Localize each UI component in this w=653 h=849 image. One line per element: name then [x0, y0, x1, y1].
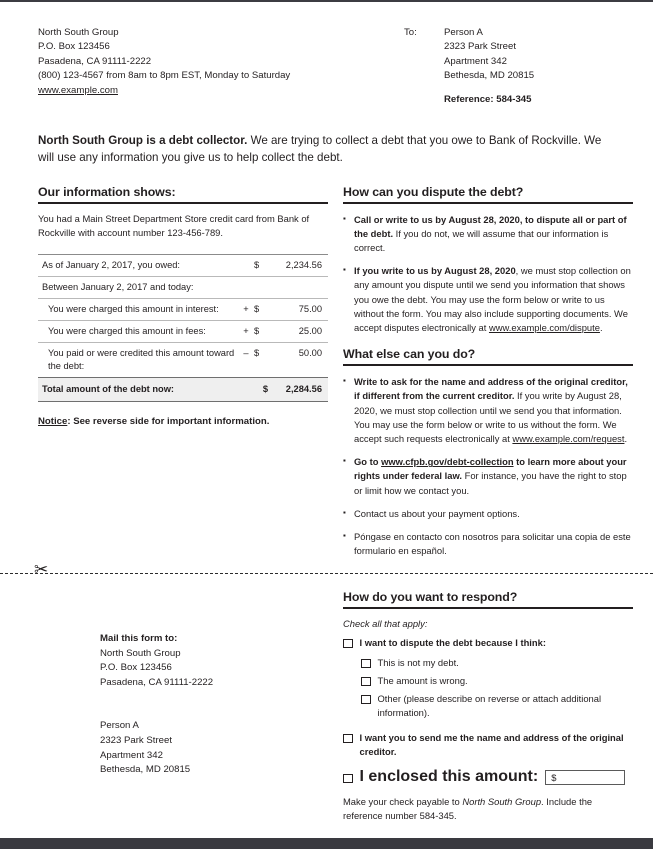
- row-description: You were charged this amount in interest:: [38, 298, 238, 320]
- dispute-heading: How can you dispute the debt?: [343, 185, 633, 204]
- checkbox-label: I enclosed this amount:: [359, 768, 539, 785]
- dashed-line: [0, 573, 653, 574]
- row-sign: [238, 254, 254, 276]
- checkbox-other[interactable]: [361, 695, 371, 705]
- recipient-city-state-zip: Bethesda, MD 20815: [444, 70, 535, 82]
- enclosed-amount-row[interactable]: [343, 768, 633, 786]
- reverse-side-notice: [38, 416, 328, 427]
- whatelse-bullet-list: [343, 375, 633, 558]
- enclosed-amount-input[interactable]: [545, 770, 625, 785]
- information-column: [38, 185, 328, 568]
- recipient-address: [444, 26, 534, 84]
- notice-text: : See reverse side for important information.: [67, 415, 270, 427]
- sender-phone-hours: (800) 123-4567 from 8am to 8pm EST, Monday to Saturday: [38, 70, 291, 82]
- mail-this-form-title: Mail this form to:: [100, 633, 178, 644]
- table-row: [38, 276, 328, 298]
- notice-label: Notice: [38, 415, 68, 427]
- row-currency: $: [254, 320, 270, 342]
- checkbox-not-my-debt[interactable]: [361, 659, 371, 669]
- reference-number: Reference: 584-345: [444, 93, 532, 105]
- to-label: To:: [404, 27, 417, 38]
- letter-header: [38, 26, 617, 105]
- payable-company: North South Group: [462, 796, 542, 807]
- bullet-text: For instance, you have the right to stop or limit how we contact you.: [354, 470, 627, 496]
- row-description: You were charged this amount in fees:: [38, 320, 238, 342]
- table-row: [38, 254, 328, 276]
- list-item: [343, 264, 633, 335]
- dispute-suboptions: [361, 656, 633, 720]
- letter-sheet: [0, 2, 653, 567]
- sender-block: [38, 26, 398, 98]
- list-item: [343, 455, 633, 498]
- bullet-tail: .: [599, 322, 603, 334]
- list-item: [343, 213, 633, 256]
- form-address-column: [38, 590, 328, 849]
- bullet-text: If you write by August 28, 2020, we must stop collection until we send you that information. You may use the form below or write to us without the form. We accept such requests electronically at: [354, 390, 622, 445]
- intro-bold-lead: North South Group is a debt collector.: [38, 133, 248, 147]
- recipient-unit: Apartment 342: [444, 55, 507, 67]
- table-row: [38, 342, 328, 377]
- payable-post: . Include the reference number 584-345.: [343, 796, 593, 821]
- mail-to-line: North South Group: [100, 647, 181, 659]
- checkbox-row-original-creditor[interactable]: [343, 731, 633, 759]
- cfpb-url-link[interactable]: www.cfpb.gov/debt-collection: [381, 456, 514, 468]
- dispute-bullet-list: [343, 213, 633, 336]
- sender-city-state-zip: Pasadena, CA 91111-2222: [38, 55, 152, 67]
- row-currency: $: [254, 342, 270, 377]
- sender-po-box: P.O. Box 123456: [38, 41, 110, 53]
- checkbox-label: I want you to send me the name and address of the original creditor.: [359, 732, 624, 757]
- list-item: [343, 507, 633, 521]
- row-currency: [254, 276, 270, 298]
- tear-off-cut-line: [0, 560, 653, 589]
- row-sign: +: [238, 298, 254, 320]
- checkbox-label: Other (please describe on reverse or attach additional information).: [377, 693, 602, 718]
- checkbox-row-not-my-debt[interactable]: [361, 656, 633, 670]
- bullet-text: Póngase en contacto con nosotros para solicitar una copia de este formulario en español.: [354, 531, 631, 557]
- scissors-icon: ✂: [34, 560, 49, 579]
- row-amount: 25.00: [270, 320, 328, 342]
- recipient-block: [398, 26, 617, 105]
- table-total-row: [38, 377, 328, 401]
- checkbox-label: This is not my debt.: [377, 657, 459, 668]
- customer-line: Bethesda, MD 20815: [100, 764, 191, 776]
- column-gap: [328, 185, 343, 568]
- bullet-bold: If you write to us by August 28, 2020: [354, 265, 516, 277]
- mail-to-line: P.O. Box 123456: [100, 662, 172, 674]
- form-column-gap: [328, 590, 343, 849]
- bullet-bold: Write to ask for the name and address of the original creditor, if different from the current creditor.: [354, 376, 628, 402]
- table-row: [38, 298, 328, 320]
- row-currency: $: [254, 254, 270, 276]
- mail-to-line: Pasadena, CA 91111-2222: [100, 676, 214, 688]
- respond-heading: How do you want to respond?: [343, 590, 633, 609]
- total-currency: $: [254, 377, 270, 401]
- row-amount: 75.00: [270, 298, 328, 320]
- row-amount: [270, 276, 328, 298]
- information-heading: Our information shows:: [38, 185, 328, 204]
- response-form: [0, 590, 653, 849]
- checkbox-dispute-debt[interactable]: [343, 639, 353, 649]
- table-row: [38, 320, 328, 342]
- check-all-that-apply-hint: Check all that apply:: [343, 618, 428, 629]
- checkbox-amount-wrong[interactable]: [361, 677, 371, 687]
- form-customer-address: [100, 719, 328, 777]
- row-description: Between January 2, 2017 and today:: [38, 276, 238, 298]
- sender-website-link[interactable]: www.example.com: [38, 84, 118, 96]
- checkbox-label: The amount is wrong.: [377, 675, 468, 686]
- total-sign: [238, 377, 254, 401]
- recipient-street: 2323 Park Street: [444, 41, 516, 53]
- row-description: You paid or were credited this amount toward the debt:: [38, 342, 238, 377]
- row-sign: –: [238, 342, 254, 377]
- total-description: Total amount of the debt now:: [38, 377, 238, 401]
- customer-line: 2323 Park Street: [100, 734, 172, 746]
- bullet-text: , we must stop collection on any amount you dispute until we send you information that shows you owe the debt. You may use the form below or write to us without the form. You may also include supporting documents. We accept disputes electronically at: [354, 265, 631, 334]
- list-item: [343, 530, 633, 558]
- body-columns: [38, 184, 631, 568]
- row-sign: +: [238, 320, 254, 342]
- row-amount: 2,234.56: [270, 254, 328, 276]
- checkbox-row-other[interactable]: [361, 692, 633, 720]
- customer-line: Person A: [100, 720, 139, 732]
- sender-name: North South Group: [38, 27, 119, 38]
- customer-line: Apartment 342: [100, 749, 163, 761]
- intro-paragraph: [38, 132, 616, 166]
- information-body: You had a Main Street Department Store credit card from Bank of Rockville with account number 123-456-789.: [38, 212, 310, 238]
- page-bottom-edge: [0, 838, 653, 849]
- recipient-row: [404, 26, 617, 84]
- whatelse-heading: What else can you do?: [343, 347, 633, 366]
- row-description: As of January 2, 2017, you owed:: [38, 254, 238, 276]
- list-item: [343, 375, 633, 446]
- checkbox-label: I want to dispute the debt because I think:: [359, 637, 546, 648]
- payable-pre: Make your check payable to: [343, 796, 463, 807]
- recipient-name: Person A: [444, 27, 483, 38]
- row-sign: [238, 276, 254, 298]
- checkbox-original-creditor[interactable]: [343, 734, 353, 744]
- checkbox-row-amount-wrong[interactable]: [361, 674, 633, 688]
- bullet-bold-pre: Go to: [354, 456, 382, 468]
- total-amount: 2,284.56: [270, 377, 328, 401]
- bullet-bold-post: to learn more about your rights under federal law.: [354, 456, 627, 482]
- bullet-text: Contact us about your payment options.: [354, 507, 520, 519]
- intro-rest: We are trying to collect a debt that you owe to Bank of Rockville. We will use any information you give us to help collect the debt.: [38, 133, 602, 164]
- checkbox-row-dispute-debt[interactable]: [343, 636, 633, 650]
- bullet-bold: Call or write to us by August 28, 2020, to dispute all or part of the debt.: [354, 213, 627, 239]
- rights-column: [343, 185, 633, 568]
- form-response-column: [343, 590, 633, 849]
- checkbox-enclosed-amount[interactable]: [343, 774, 353, 784]
- request-url-link[interactable]: www.example.com/request: [512, 433, 625, 445]
- row-amount: 50.00: [270, 342, 328, 377]
- itemization-table: [38, 254, 328, 402]
- payable-instructions: [343, 795, 633, 823]
- bullet-text: If you do not, we will assume that our information is correct.: [354, 227, 609, 254]
- dispute-url-link[interactable]: www.example.com/dispute: [488, 322, 600, 334]
- currency-symbol: $: [551, 771, 557, 783]
- row-currency: $: [254, 298, 270, 320]
- bullet-tail: .: [624, 433, 628, 445]
